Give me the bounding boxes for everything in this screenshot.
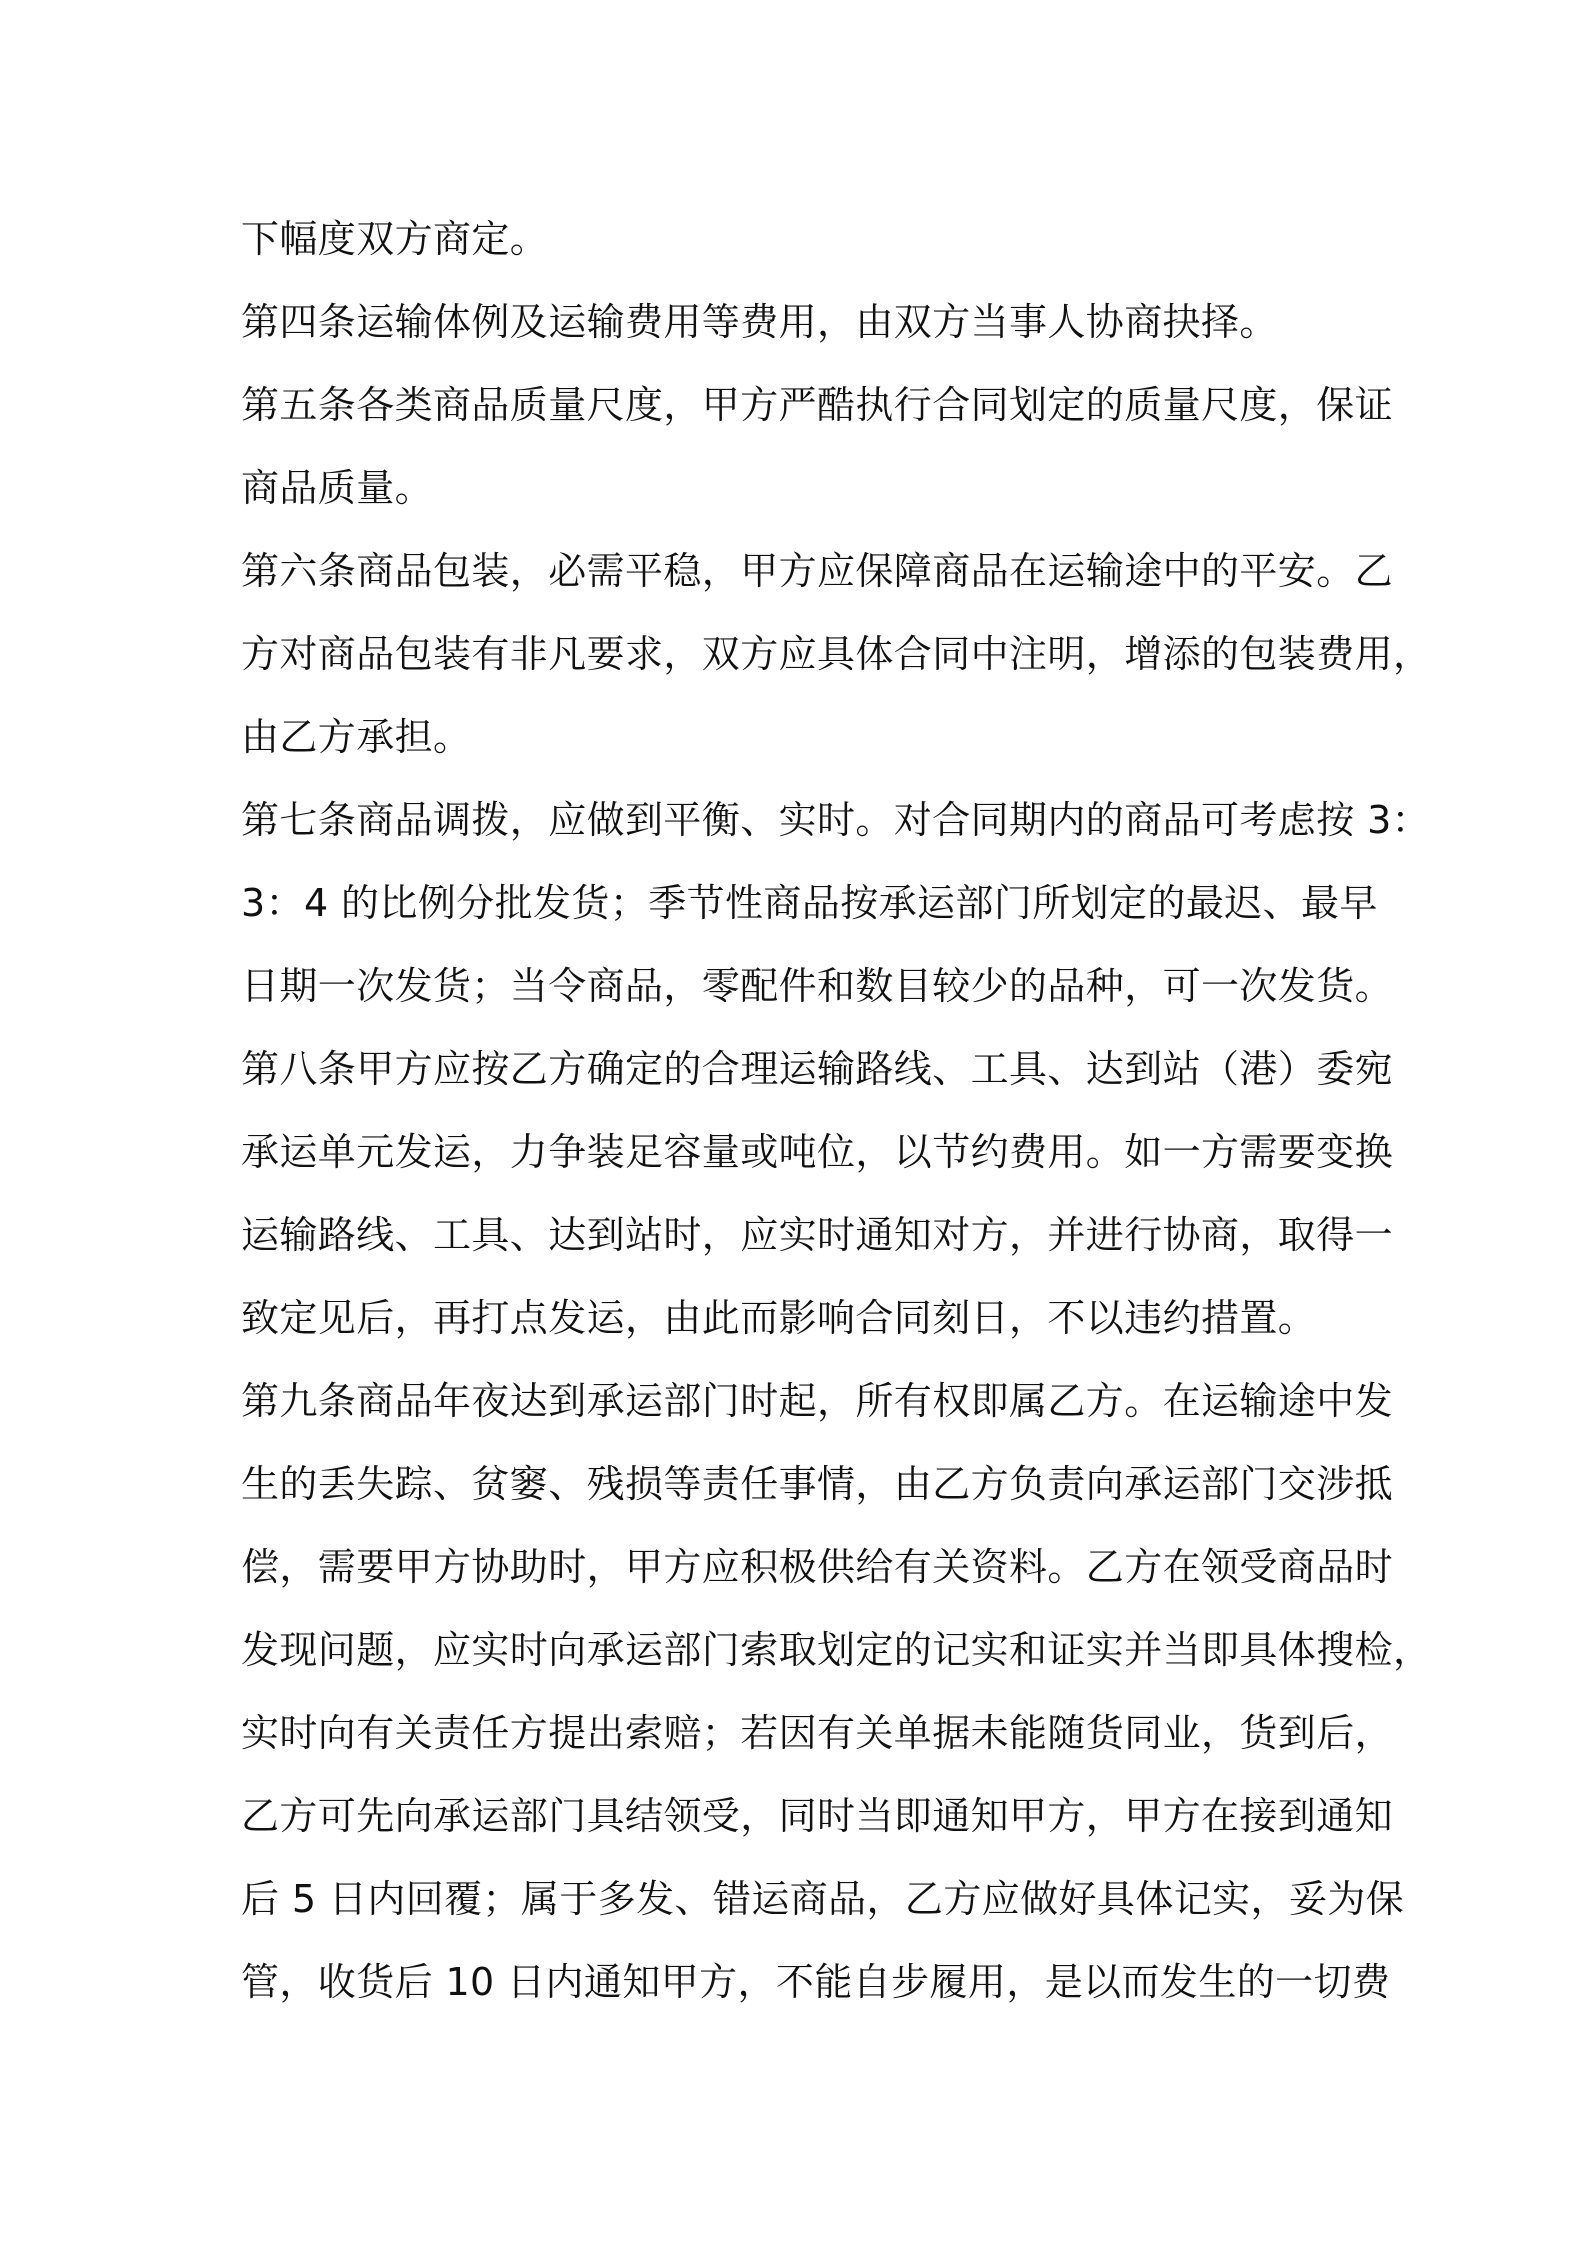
text-line: 乙方可先向承运部门具结领受，同时当即通知甲方，甲方在接到通知 [241,1794,1394,1838]
text-line: 3：4 的比例分批发货；季节性商品按承运部门所划定的最迟、最早 [241,881,1378,925]
text-line: 由乙方承担。 [241,715,472,759]
text-line: 第六条商品包装，必需平稳，甲方应保障商品在运输途中的平安。乙 [241,549,1394,593]
text-line: 承运单元发运，力争装足容量或吨位，以节约费用。如一方需要变换 [241,1130,1394,1174]
contract-body-text [241,198,1432,2024]
text-line: 运输路线、工具、达到站时，应实时通知对方，并进行协商，取得一 [241,1213,1394,1257]
text-line: 第八条甲方应按乙方确定的合理运输路线、工具、达到站（港）委宛 [241,1047,1394,1091]
text-line: 致定见后，再打点发运，由此而影响合同刻日，不以违约措置。 [241,1296,1317,1340]
text-line: 商品质量。 [241,466,434,510]
text-line: 生的丢失踪、贫窭、残损等责任事情，由乙方负责向承运部门交涉抵 [241,1462,1394,1506]
text-line: 方对商品包装有非凡要求，双方应具体合同中注明，增添的包装费用， [241,632,1432,676]
text-line: 第五条各类商品质量尺度，甲方严酷执行合同划定的质量尺度，保证 [241,383,1394,427]
text-line: 第九条商品年夜达到承运部门时起，所有权即属乙方。在运输途中发 [241,1379,1394,1423]
text-line: 实时向有关责任方提出索赔；若因有关单据未能随货同业，货到后， [241,1711,1394,1755]
text-line: 日期一次发货；当令商品，零配件和数目较少的品种，可一次发货。 [241,964,1394,1008]
text-line: 后 5 日内回覆；属于多发、错运商品，乙方应做好具体记实，妥为保 [241,1877,1405,1921]
text-line: 管，收货后 10 日内通知甲方，不能自步履用，是以而发生的一切费 [241,1960,1391,2004]
text-line: 第四条运输体例及运输费用等费用，由双方当事人协商抉择。 [241,300,1278,344]
text-line: 偿，需要甲方协助时，甲方应积极供给有关资料。乙方在领受商品时 [241,1545,1394,1589]
text-line: 第七条商品调拨，应做到平衡、实时。对合同期内的商品可考虑按 3： [241,798,1431,842]
text-line: 发现问题，应实时向承运部门索取划定的记实和证实并当即具体搜检， [241,1628,1432,1672]
text-line: 下幅度双方商定。 [241,217,549,261]
